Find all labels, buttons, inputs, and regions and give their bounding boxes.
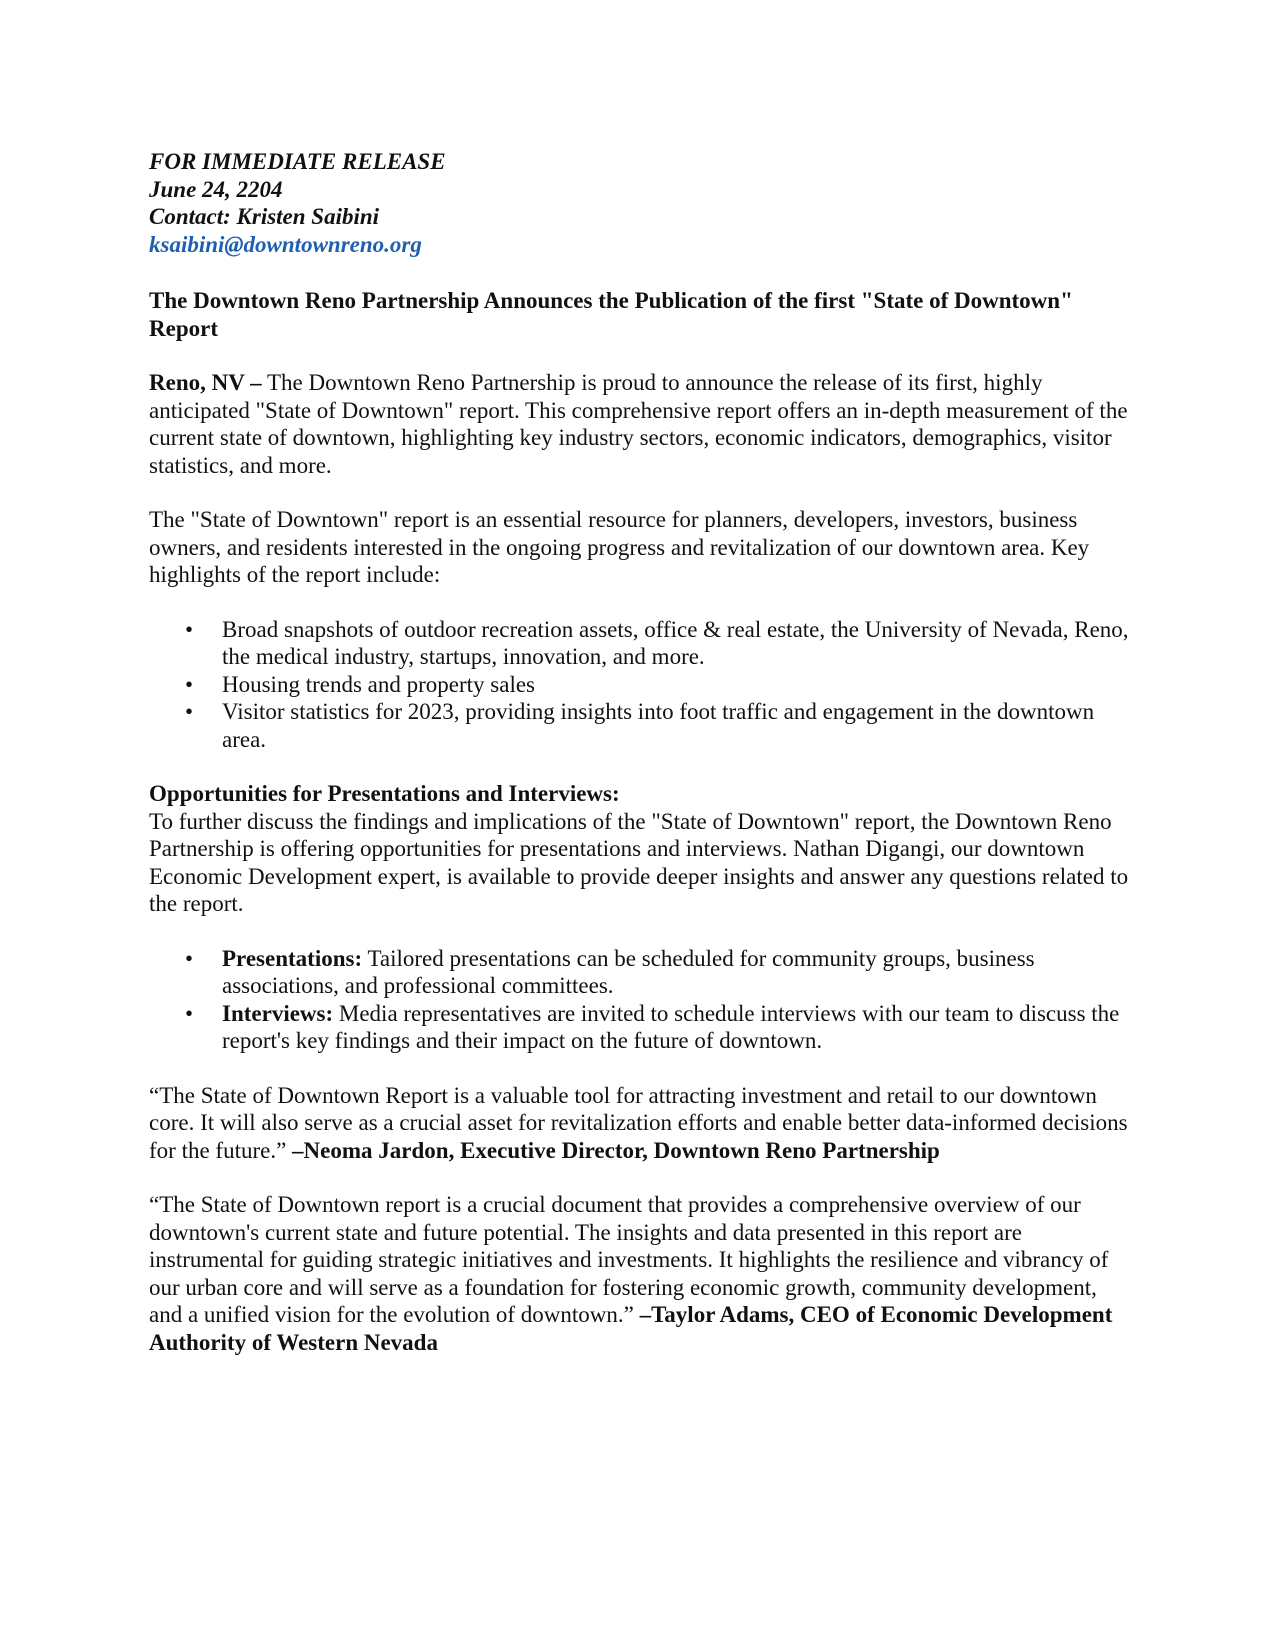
bullet-icon: • <box>185 616 194 642</box>
list-item: • Visitor statistics for 2023, providing insights into foot traffic and engagement in the downtown area. <box>185 699 1095 752</box>
release-date: June 24, 2204 <box>149 176 283 202</box>
intro-text: The Downtown Reno Partnership is proud to announce the release of its first, highly anticipated "State of Downtown" report. This comprehensive report offers an in-depth measurement of the current state of downtown, highlighting key industry sectors, economic indicators, demographics, visitor statistics, and more. <box>149 370 1128 478</box>
list-item: • Interviews: Media representatives are invited to schedule interviews with our team to discuss the report's key findings and their impact on the future of downtown. <box>185 1000 1120 1053</box>
release-header <box>149 148 1129 258</box>
quote-jardon: “The State of Downtown Report is a valuable tool for attracting investment and retail to our downtown core. It will also serve as a crucial asset for revitalization efforts and enable better data-informed decisions for the future.” –Neoma Jardon, Executive Director, Downtown Reno Partnership <box>149 1082 1128 1163</box>
press-release-page <box>149 148 1129 1356</box>
contact-email-link[interactable]: ksaibini@downtownreno.org <box>149 231 422 257</box>
intro-paragraph <box>149 369 1129 479</box>
highlights-list <box>149 616 1129 754</box>
dateline: Reno, NV – <box>149 370 262 395</box>
list-item: • Presentations: Tailored presentations can be scheduled for community groups, business associations, and professional committees. <box>185 945 1035 998</box>
bullet-icon: • <box>185 671 194 697</box>
quote-attribution: –Taylor Adams, CEO of Economic Development Authority of Western Nevada <box>149 1302 1113 1355</box>
list-item: • Broad snapshots of outdoor recreation assets, office & real estate, the University of Nevada, Reno, the medical industry, startups, innovation, and more. <box>185 616 1129 669</box>
quote-attribution: –Neoma Jardon, Executive Director, Downtown Reno Partnership <box>292 1137 940 1163</box>
release-label: FOR IMMEDIATE RELEASE <box>149 149 446 174</box>
contact-name: Contact: Kristen Saibini <box>149 204 380 229</box>
bullet-icon: • <box>185 699 194 724</box>
opportunities-body: To further discuss the findings and implications of the "State of Downtown" report, the Downtown Reno Partnership is offering opportunities for presentations and interviews. Nathan Digangi, our downtown Economic Development expert, is available to provide deeper insights and answer any questions related to the report. <box>149 808 1129 916</box>
resource-paragraph: The "State of Downtown" report is an essential resource for planners, developers, investors, business owners, and residents interested in the ongoing progress and revitalization of our downtown area. Key highlights of the report include: <box>149 507 1090 587</box>
bullet-icon: • <box>185 1000 194 1026</box>
headline: The Downtown Reno Partnership Announces the Publication of the first "State of Downtown" Report <box>149 288 1073 341</box>
opportunities-list <box>149 945 1129 1055</box>
opportunities-title: Opportunities for Presentations and Interviews: <box>149 781 620 806</box>
list-item: • Housing trends and property sales <box>185 671 535 697</box>
bullet-icon: • <box>185 945 194 971</box>
quote-adams: “The State of Downtown report is a crucial document that provides a comprehensive overview of our downtown's current state and future potential. The insights and data presented in this report are instrumental for guiding strategic initiatives and investments. It highlights the resilience and vibrancy of our urban core and will serve as a foundation for fostering economic growth, community development, and a unified vision for the evolution of downtown.” –Taylor Adams, CEO of Economic Development Authority of Western Nevada <box>149 1192 1113 1355</box>
